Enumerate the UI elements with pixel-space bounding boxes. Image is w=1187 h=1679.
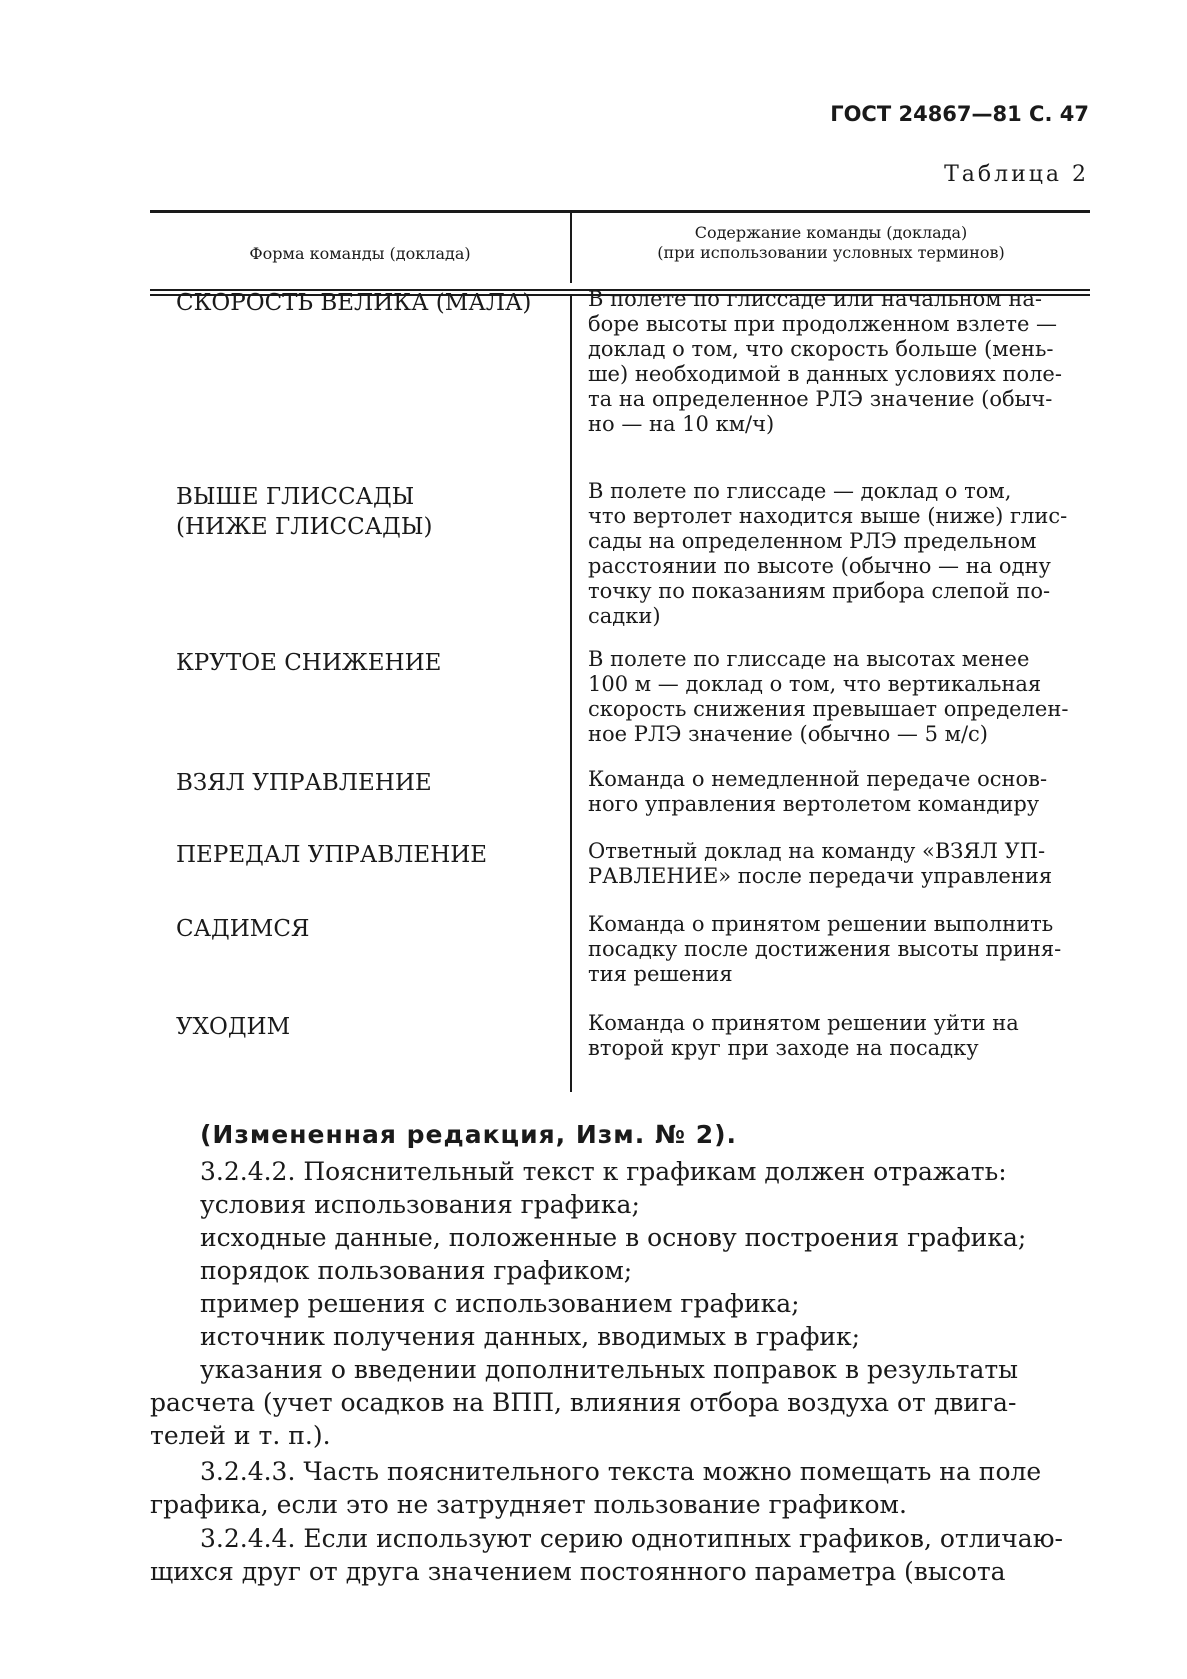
command-speed-high-low <box>176 288 556 318</box>
paragraph-line: щихся друг от друга значением постоянного параметра (высота <box>150 1557 1006 1586</box>
description-above-below-glideslope <box>588 479 1086 629</box>
paragraph-line: телей и т. п.). <box>150 1421 331 1450</box>
command-line: ВЫШЕ ГЛИССАДЫ <box>176 484 415 510</box>
description-line: боре высоты при продолженном взлете — <box>588 312 1058 336</box>
description-handed-over-control <box>588 839 1086 889</box>
command-landing <box>176 914 556 944</box>
paragraph-line: 3.2.4.2. Пояснительный текст к графикам должен отражать: <box>200 1157 1007 1186</box>
description-line: Ответный доклад на команду «ВЗЯЛ УП- <box>588 839 1046 863</box>
description-line: РАВЛЕНИЕ» после передачи управления <box>588 864 1053 888</box>
table-top-rule <box>150 210 1090 213</box>
description-line: посадку после достижения высоты приня- <box>588 937 1062 961</box>
column-header-line: Содержание команды (доклада) <box>694 223 968 242</box>
paragraph-line: указания о введении дополнительных поправок в результаты <box>200 1355 1019 1384</box>
column-header-command-content <box>572 223 1090 263</box>
paragraph-3-2-4-3 <box>150 1455 1100 1521</box>
command-line: УХОДИМ <box>176 1014 291 1040</box>
command-line: САДИМСЯ <box>176 916 310 942</box>
paragraph-line: порядок пользования графиком; <box>200 1256 633 1285</box>
command-handed-over-control <box>176 840 556 870</box>
command-line: ПЕРЕДАЛ УПРАВЛЕНИЕ <box>176 842 488 868</box>
description-line: тия решения <box>588 962 733 986</box>
table-label: Таблица 2 <box>944 162 1089 187</box>
column-header-line: (при использовании условных терминов) <box>657 243 1005 262</box>
description-line: скорость снижения превышает определен- <box>588 697 1069 721</box>
command-line: ВЗЯЛ УПРАВЛЕНИЕ <box>176 770 432 796</box>
description-line: та на определенное РЛЭ значение (обыч- <box>588 387 1053 411</box>
description-go-around <box>588 1011 1086 1061</box>
paragraph-line: исходные данные, положенные в основу построения графика; <box>200 1223 1027 1252</box>
command-took-control <box>176 768 556 798</box>
description-line: 100 м — доклад о том, что вертикальная <box>588 672 1042 696</box>
paragraph-line: графика, если это не затрудняет пользование графиком. <box>150 1490 907 1519</box>
table-column-divider-body <box>570 296 572 1092</box>
page-header-reference: ГОСТ 24867—81 С. 47 <box>830 102 1089 126</box>
paragraph-3-2-4-4 <box>150 1522 1100 1588</box>
command-above-below-glideslope <box>176 482 556 542</box>
description-line: но — на 10 км/ч) <box>588 412 775 436</box>
description-line: Команда о принятом решении уйти на <box>588 1011 1019 1035</box>
column-header-command-form: Форма команды (доклада) <box>249 244 471 263</box>
description-line: В полете по глиссаде или начальном на- <box>588 287 1042 311</box>
amendment-note: (Измененная редакция, Изм. № 2). <box>200 1120 738 1149</box>
description-line: Команда о немедленной передаче основ- <box>588 767 1048 791</box>
description-line: доклад о том, что скорость больше (мень- <box>588 337 1054 361</box>
description-speed-high-low <box>588 287 1086 437</box>
paragraph-line: 3.2.4.4. Если используют серию однотипных графиков, отличаю- <box>200 1524 1063 1553</box>
command-line: (НИЖЕ ГЛИССАДЫ) <box>176 514 433 540</box>
paragraph-3-2-4-2 <box>150 1155 1100 1452</box>
description-line: расстоянии по высоте (обычно — на одну <box>588 554 1051 578</box>
description-took-control <box>588 767 1086 817</box>
paragraph-line: условия использования графика; <box>200 1190 640 1219</box>
description-line: садки) <box>588 604 661 628</box>
paragraph-line: пример решения с использованием графика; <box>200 1289 800 1318</box>
description-landing <box>588 912 1086 987</box>
command-line: СКОРОСТЬ ВЕЛИКА (МАЛА) <box>176 290 532 316</box>
command-line: КРУТОЕ СНИЖЕНИЕ <box>176 650 442 676</box>
command-go-around <box>176 1012 556 1042</box>
description-line: ше) необходимой в данных условиях поле- <box>588 362 1062 386</box>
description-steep-descent <box>588 647 1086 747</box>
description-line: Команда о принятом решении выполнить <box>588 912 1054 936</box>
description-line: ное РЛЭ значение (обычно — 5 м/с) <box>588 722 988 746</box>
command-steep-descent <box>176 648 556 678</box>
description-line: точку по показаниям прибора слепой по- <box>588 579 1051 603</box>
paragraph-line: источник получения данных, вводимых в график; <box>200 1322 861 1351</box>
paragraph-line: расчета (учет осадков на ВПП, влияния отбора воздуха от двига- <box>150 1388 1017 1417</box>
description-line: что вертолет находится выше (ниже) глис- <box>588 504 1068 528</box>
description-line: В полете по глиссаде — доклад о том, <box>588 479 1012 503</box>
description-line: второй круг при заходе на посадку <box>588 1036 979 1060</box>
description-line: ного управления вертолетом командиру <box>588 792 1040 816</box>
paragraph-line: 3.2.4.3. Часть пояснительного текста можно помещать на поле <box>200 1457 1042 1486</box>
description-line: В полете по глиссаде на высотах менее <box>588 647 1030 671</box>
description-line: сады на определенном РЛЭ предельном <box>588 529 1037 553</box>
